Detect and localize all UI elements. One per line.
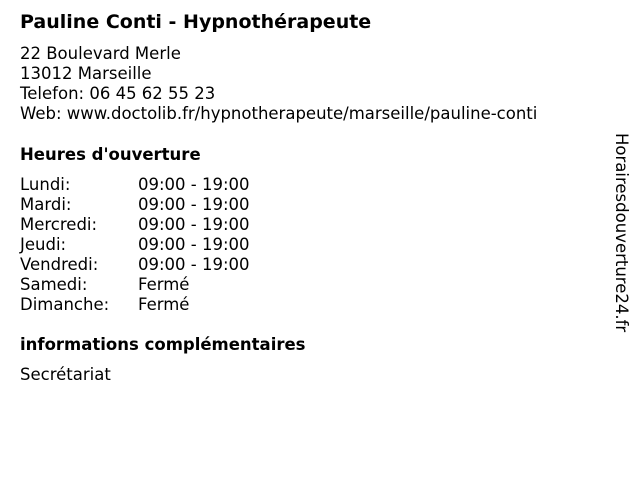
day-label: Jeudi: xyxy=(20,235,67,254)
page-title: Pauline Conti - Hypnothérapeute xyxy=(20,11,372,33)
additional-info-heading: informations complémentaires xyxy=(20,335,306,354)
day-label: Dimanche: xyxy=(20,295,110,314)
time-range: 09:00 - 19:00 xyxy=(138,255,250,274)
time-range: 09:00 - 19:00 xyxy=(138,235,250,254)
hours-row-thursday xyxy=(20,235,250,255)
day-label: Samedi: xyxy=(20,275,88,294)
street-address: 22 Boulevard Merle xyxy=(20,44,181,63)
additional-info-text: Secrétariat xyxy=(20,365,111,384)
website-link[interactable]: Web: www.doctolib.fr/hypnotherapeute/marseille/pauline-conti xyxy=(20,104,538,123)
site-watermark: Horairesdouverture24.fr xyxy=(612,133,631,333)
hours-row-friday xyxy=(20,255,250,275)
opening-hours-heading: Heures d'ouverture xyxy=(20,145,201,164)
day-label: Mardi: xyxy=(20,195,72,214)
day-label: Mercredi: xyxy=(20,215,98,234)
city-postal-code: 13012 Marseille xyxy=(20,64,152,83)
hours-row-monday xyxy=(20,175,250,195)
time-range: 09:00 - 19:00 xyxy=(138,215,250,234)
time-range: Fermé xyxy=(138,275,190,294)
day-label: Vendredi: xyxy=(20,255,99,274)
time-range: Fermé xyxy=(138,295,190,314)
hours-row-sunday xyxy=(20,295,250,315)
phone-number: Telefon: 06 45 62 55 23 xyxy=(20,84,216,103)
address-block xyxy=(20,44,537,124)
time-range: 09:00 - 19:00 xyxy=(138,195,250,214)
opening-hours-list xyxy=(20,175,250,315)
hours-row-tuesday xyxy=(20,195,250,215)
time-range: 09:00 - 19:00 xyxy=(138,175,250,194)
hours-row-saturday xyxy=(20,275,250,295)
day-label: Lundi: xyxy=(20,175,71,194)
hours-row-wednesday xyxy=(20,215,250,235)
